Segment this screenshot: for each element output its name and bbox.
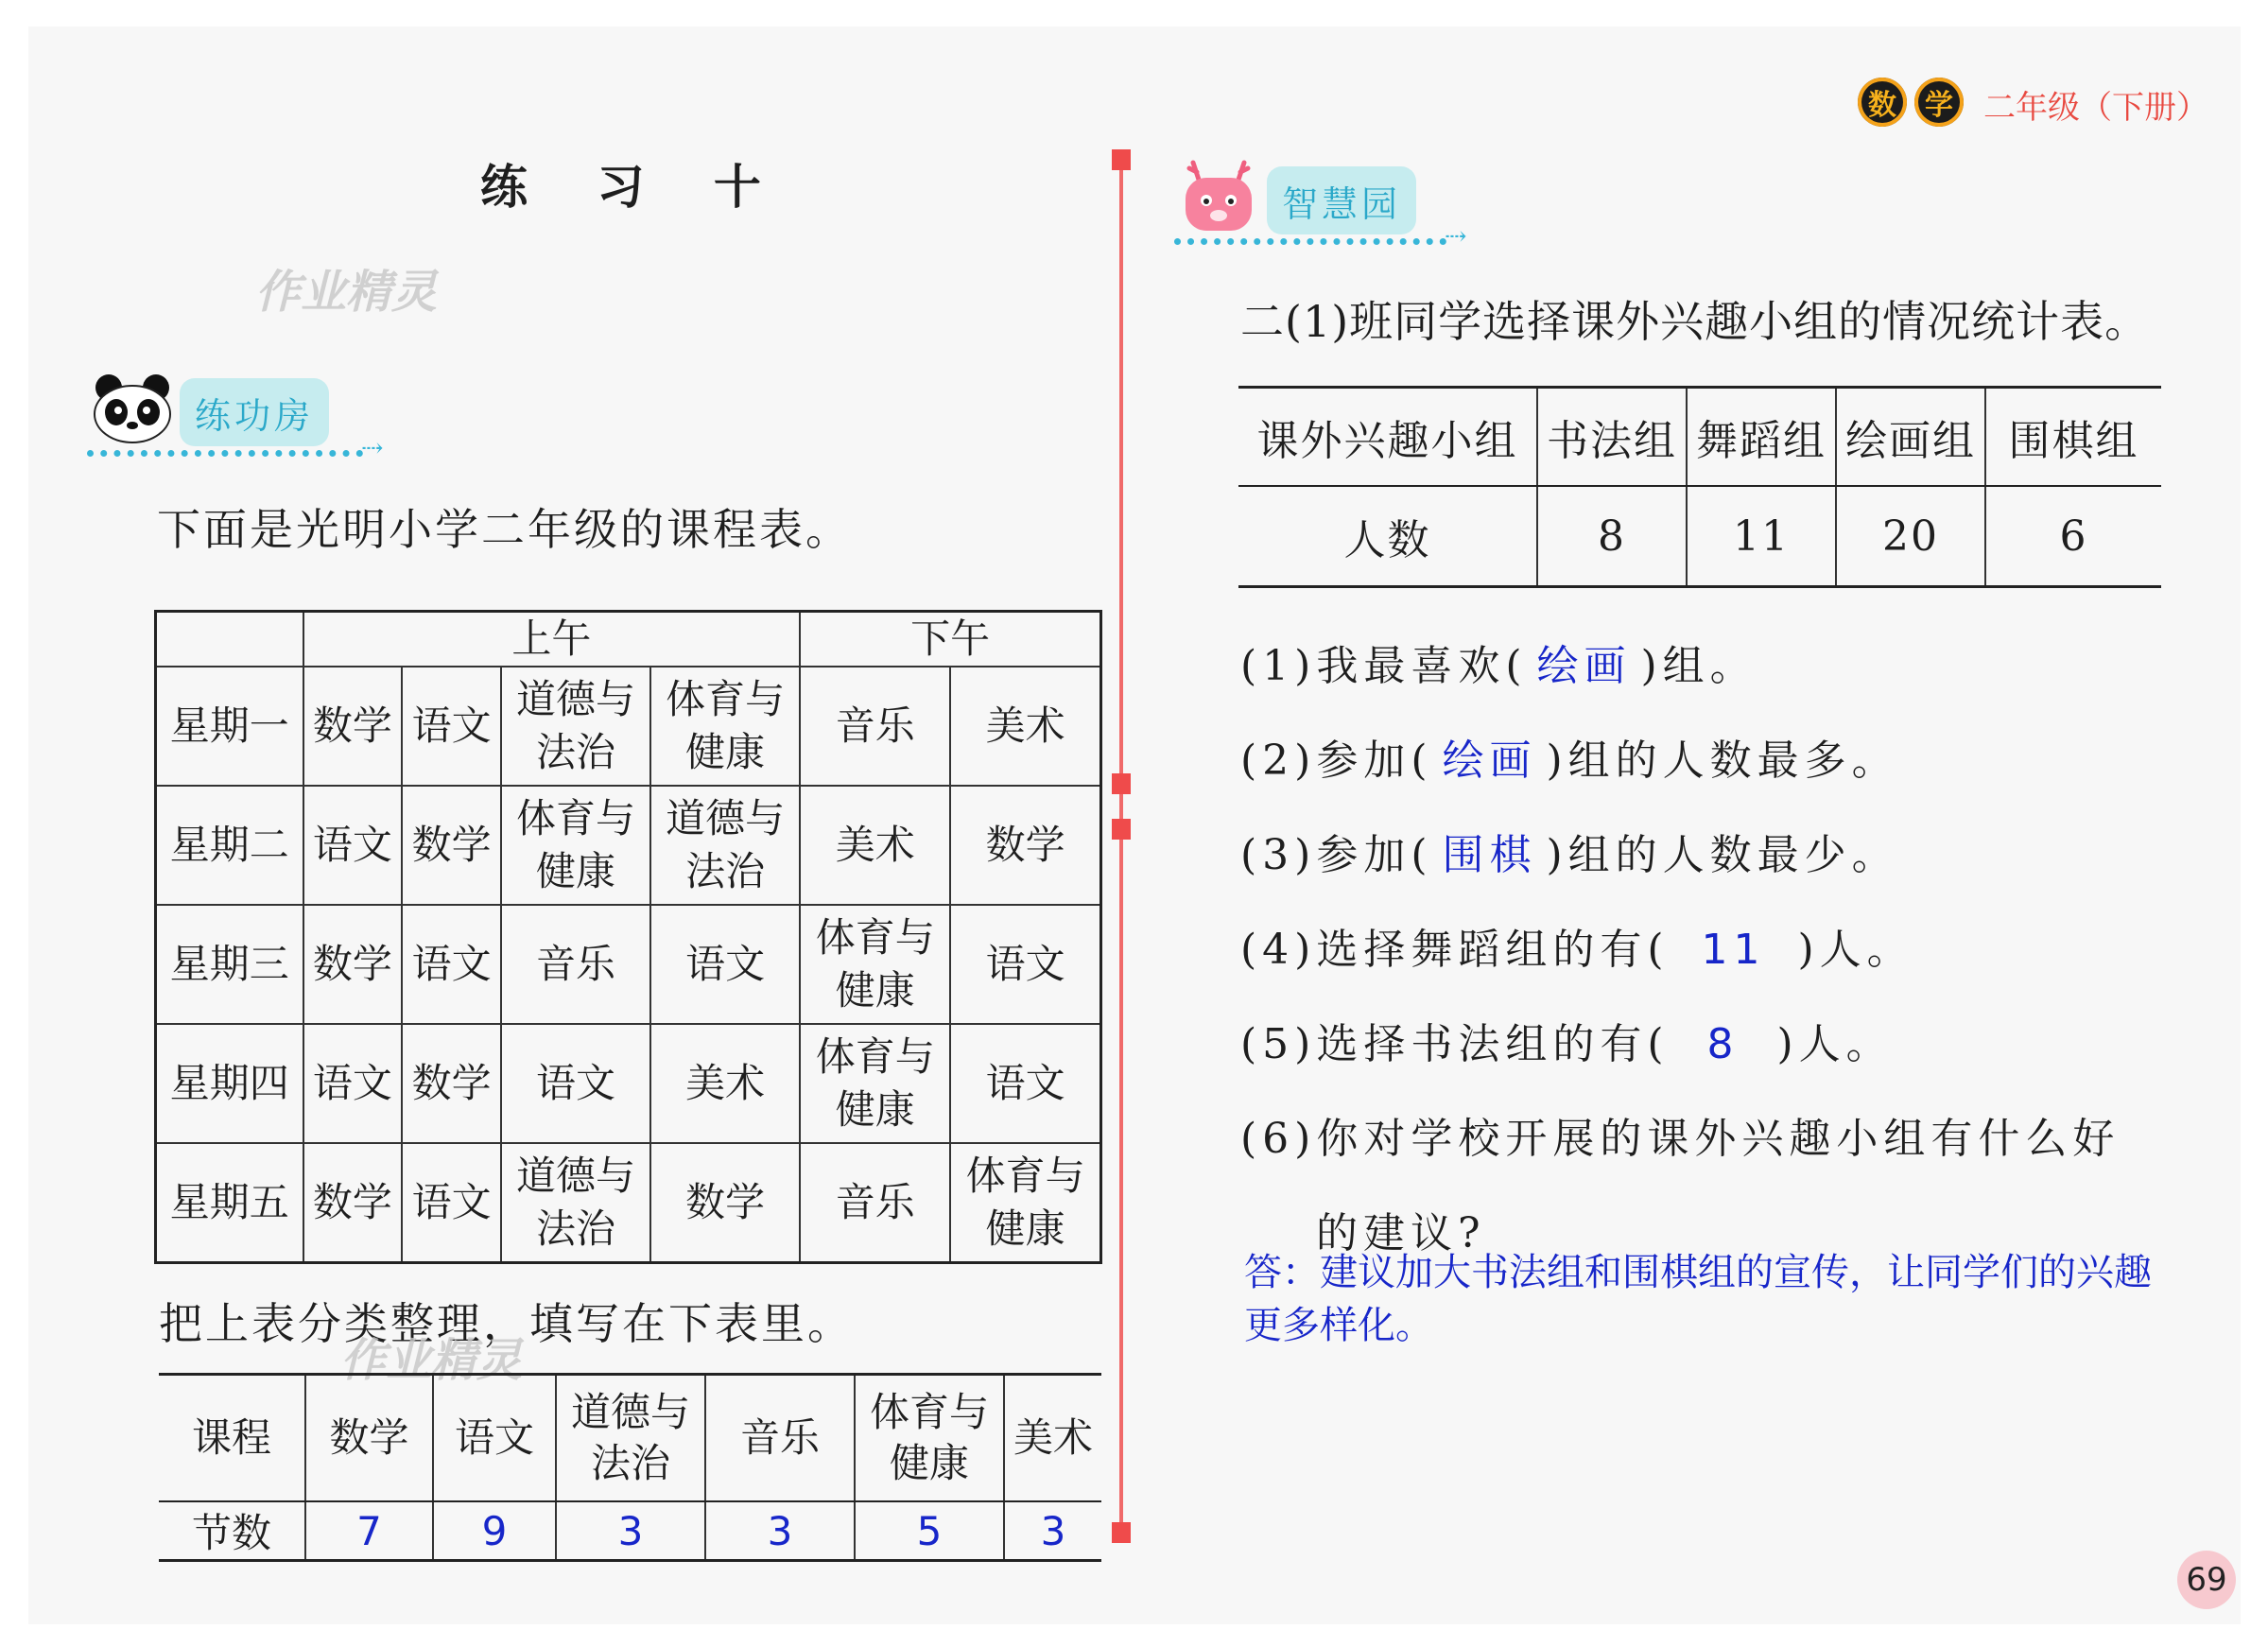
- day-cell: 星期二: [156, 786, 303, 905]
- class-cell: 音乐: [501, 905, 650, 1024]
- class-cell: 语文: [402, 905, 501, 1024]
- class-cell: 数学: [402, 786, 501, 905]
- day-cell: 星期三: [156, 905, 303, 1024]
- class-cell: 美术: [650, 1024, 800, 1143]
- day-cell: 星期五: [156, 1143, 303, 1263]
- interest-table: [1238, 386, 2161, 588]
- schedule-corner: [156, 612, 303, 667]
- class-cell: 音乐: [800, 667, 950, 786]
- subject-char-1: 数: [1858, 78, 1907, 127]
- summary-header: 音乐: [705, 1375, 855, 1502]
- class-cell: 数学: [402, 1024, 501, 1143]
- question-1: [1240, 632, 1757, 692]
- question-3: [1240, 821, 1899, 881]
- answer-text: 11: [1701, 926, 1766, 974]
- class-cell: 数学: [303, 667, 403, 786]
- interest-value: 11: [1687, 486, 1836, 587]
- class-cell: 语文: [402, 667, 501, 786]
- summary-value: 9: [433, 1501, 556, 1561]
- schedule-morning-header: 上午: [303, 612, 801, 667]
- interest-header: 围棋组: [1985, 388, 2161, 487]
- divider-marker: [1112, 149, 1131, 170]
- question-text: )组的人数最少。: [1546, 831, 1899, 879]
- summary-value: 7: [305, 1501, 433, 1561]
- panda-icon: [90, 371, 175, 446]
- summary-header: 美术: [1004, 1375, 1101, 1502]
- watermark: 作业精灵: [255, 266, 438, 319]
- question-text: )组。: [1640, 642, 1757, 690]
- class-cell: 语文: [303, 1024, 403, 1143]
- interest-header: 书法组: [1537, 388, 1687, 487]
- class-cell: 道德与 法治: [650, 786, 800, 905]
- section-badge-wisdom: 智慧园: [1267, 166, 1416, 234]
- answer-text: 8: [1706, 1020, 1740, 1068]
- summary-value: 3: [1004, 1501, 1101, 1561]
- class-cell: 数学: [303, 1143, 403, 1263]
- interest-header: 舞蹈组: [1687, 388, 1836, 487]
- summary-row-label: 节数: [159, 1501, 305, 1561]
- class-cell: 语文: [950, 1024, 1100, 1143]
- schedule-row: [156, 905, 1101, 1024]
- question-6-line1: (6)你对学校开展的课外兴趣小组有什么好: [1240, 1115, 2121, 1163]
- class-cell: 体育与 健康: [650, 667, 800, 786]
- interest-row-label: 人数: [1238, 486, 1537, 587]
- class-cell: 体育与 健康: [800, 905, 950, 1024]
- schedule-afternoon-header: 下午: [800, 612, 1100, 667]
- day-cell: 星期四: [156, 1024, 303, 1143]
- schedule-row: [156, 667, 1101, 786]
- arrow-right-icon: ⇢: [1445, 220, 1467, 251]
- watermark: 作业精灵: [340, 1334, 523, 1387]
- class-cell: 道德与 法治: [501, 1143, 650, 1263]
- interest-header: 绘画组: [1836, 388, 1985, 487]
- interest-value: 20: [1836, 486, 1985, 587]
- schedule-row: [156, 1024, 1101, 1143]
- question-text: (1)我最喜欢(: [1240, 642, 1528, 690]
- question-4: [1240, 915, 1914, 976]
- summary-value: 3: [705, 1501, 855, 1561]
- page-number: 69: [2177, 1551, 2236, 1609]
- class-cell: 道德与 法治: [501, 667, 650, 786]
- lesson-title: 练 习 十: [480, 159, 788, 215]
- center-divider: [1119, 151, 1123, 1532]
- question-2: [1240, 726, 1899, 787]
- question-text: )人。: [1797, 926, 1914, 974]
- summary-table: [159, 1373, 1101, 1562]
- question-5: [1240, 1010, 1894, 1070]
- class-cell: 音乐: [800, 1143, 950, 1263]
- class-cell: 语文: [402, 1143, 501, 1263]
- summary-value: 5: [855, 1501, 1004, 1561]
- question-6-line2: 的建议?: [1316, 1209, 1486, 1257]
- summary-header: 道德与 法治: [556, 1375, 705, 1502]
- day-cell: 星期一: [156, 667, 303, 786]
- grade-label: 二年级（下册）: [1983, 89, 2208, 127]
- divider-marker: [1112, 773, 1131, 794]
- summary-header: 课程: [159, 1375, 305, 1502]
- class-cell: 体育与 健康: [800, 1024, 950, 1143]
- interest-value: 6: [1985, 486, 2161, 587]
- interest-intro: 二(1)班同学选择课外兴趣小组的情况统计表。: [1240, 296, 2150, 347]
- class-cell: 语文: [950, 905, 1100, 1024]
- schedule-row: [156, 1143, 1101, 1263]
- class-cell: 体育与 健康: [501, 786, 650, 905]
- deer-mascot-icon: [1176, 155, 1261, 236]
- section-badge-practice: 练功房: [180, 378, 329, 446]
- class-cell: 语文: [501, 1024, 650, 1143]
- class-cell: 美术: [800, 786, 950, 905]
- divider-marker: [1112, 819, 1131, 840]
- summary-header: 数学: [305, 1375, 433, 1502]
- answer-text: 绘画: [1442, 737, 1537, 785]
- interest-header: 课外兴趣小组: [1238, 388, 1537, 487]
- subject-char-2: 学: [1914, 78, 1964, 127]
- class-cell: 美术: [950, 667, 1100, 786]
- class-cell: 体育与 健康: [950, 1143, 1100, 1263]
- question-text: (5)选择书法组的有(: [1240, 1020, 1670, 1068]
- answer-text: 围棋: [1442, 831, 1537, 879]
- question-text: )人。: [1776, 1020, 1894, 1068]
- schedule-table: [154, 610, 1102, 1264]
- question-text: (2)参加(: [1240, 737, 1433, 785]
- divider-marker: [1112, 1522, 1131, 1543]
- schedule-row: [156, 786, 1101, 905]
- arrow-right-icon: ⇢: [361, 432, 384, 463]
- summary-value: 3: [556, 1501, 705, 1561]
- summary-instruction: 把上表分类整理，填写在下表里。: [159, 1298, 854, 1349]
- schedule-intro: 下面是光明小学二年级的课程表。: [157, 504, 852, 555]
- badge-underline: [1174, 238, 1446, 245]
- class-cell: 数学: [650, 1143, 800, 1263]
- class-cell: 语文: [303, 786, 403, 905]
- badge-underline: [87, 450, 363, 457]
- answer-6: 答：建议加大书法组和围棋组的宣传，让同学们的兴趣更多样化。: [1244, 1251, 2152, 1347]
- question-text: )组的人数最多。: [1546, 737, 1899, 785]
- interest-value: 8: [1537, 486, 1687, 587]
- class-cell: 语文: [650, 905, 800, 1024]
- question-text: (3)参加(: [1240, 831, 1433, 879]
- question-text: (4)选择舞蹈组的有(: [1240, 926, 1670, 974]
- summary-header: 语文: [433, 1375, 556, 1502]
- class-cell: 数学: [303, 905, 403, 1024]
- answer-text: 绘画: [1536, 642, 1632, 690]
- class-cell: 数学: [950, 786, 1100, 905]
- summary-header: 体育与 健康: [855, 1375, 1004, 1502]
